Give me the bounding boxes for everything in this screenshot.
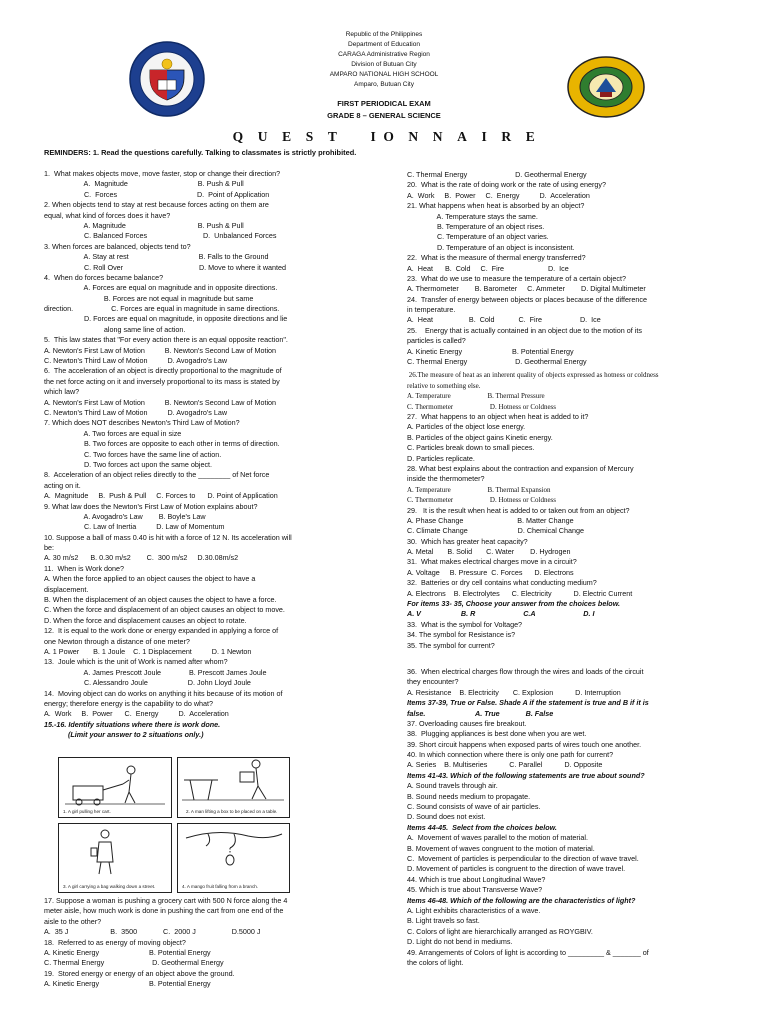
question-line: A. Two forces are equal in size xyxy=(44,428,182,438)
question-line: A. Forces are equal on magnitude and in opposite directions. xyxy=(44,283,278,293)
question-line: A. Kinetic Energy B. Potential Energy xyxy=(44,979,211,989)
question-line: C. Thermometer D. Hotness or Coldness xyxy=(407,496,556,505)
question-line: A. Series B. Multiseries C. Parallel D. Opposite xyxy=(407,760,603,770)
question-line: acting on it. xyxy=(44,480,81,490)
question-line: 27. What happens to an object when heat is added to it? xyxy=(407,411,589,421)
question-line: A. James Prescott Joule B. Prescott James Joule xyxy=(44,667,267,677)
instruction-line: Items 46-48. Which of the following are the characteristics of light? xyxy=(407,895,636,905)
header-line: Department of Education xyxy=(348,41,420,49)
question-line: A. 35 J B. 3500 C. 2000 J D.5000 J xyxy=(44,927,261,937)
question-line: C. Thermometer D. Hotness or Coldness xyxy=(407,402,556,411)
question-line: A. Magnitude B. Push & Pull xyxy=(44,220,244,230)
question-line: 30. Which has greater heat capacity? xyxy=(407,536,528,546)
question-line: D. Light do not bend in mediums. xyxy=(407,937,513,947)
left-column xyxy=(44,169,396,740)
figure-caption: 1. A girl pulling her cart. xyxy=(63,808,111,814)
question-line: A. Voltage B. Pressure C. Forces D. Electrons xyxy=(407,567,574,577)
question-line: 2. When objects tend to stay at rest because forces acting on them are xyxy=(44,200,269,210)
questionnaire-heading: Q U E S T I O N N A I R E xyxy=(232,129,536,144)
question-line: A. 30 m/s2 B. 0.30 m/s2 C. 300 m/s2 D.30.08m/s2 xyxy=(44,553,239,563)
question-line: 22. What is the measure of thermal energy transferred? xyxy=(407,253,586,263)
question-line: A. Kinetic Energy B. Potential Energy xyxy=(44,947,211,957)
question-line: 18. Referred to as energy of moving object? xyxy=(44,937,186,947)
question-line: D. Forces are equal on magnitude, in opposite directions and lie xyxy=(44,314,288,324)
question-line: A. Sound travels through air. xyxy=(407,781,498,791)
question-line: B. Particles of the object gains Kinetic energy. xyxy=(407,432,553,442)
question-line: C. Forces D. Point of Application xyxy=(44,189,270,199)
question-line: C. Thermal Energy D. Geothermal Energy xyxy=(407,170,587,179)
exam-title: FIRST PERIODICAL EXAM xyxy=(337,99,431,109)
instruction-line: Items 44-45. Select from the choices below. xyxy=(407,822,557,832)
question-line: the colors of light. xyxy=(407,957,464,967)
question-line: A. Light exhibits characteristics of a wave. xyxy=(407,905,541,915)
question-line: 20. What is the rate of doing work or the rate of using energy? xyxy=(407,180,606,190)
question-line: A. Magnitude B. Push & Pull C. Forces to D. Point of Application xyxy=(44,491,278,501)
question-line: in temperature. xyxy=(407,305,456,315)
question-line: A. Magnitude B. Push & Pull xyxy=(44,179,244,189)
figure-caption: 4. A mango fruit falling from a branch. xyxy=(182,883,259,889)
question-line: 4. When do forces became balance? xyxy=(44,272,164,282)
header-line: Republic of the Philippines xyxy=(345,31,423,38)
question-line: 19. Stored energy or energy of an object above the ground. xyxy=(44,968,235,978)
document-header xyxy=(0,30,768,122)
question-line: B. Temperature of an object rises. xyxy=(407,221,545,231)
figure-girl-carrying-bag xyxy=(58,823,172,893)
question-line: C. Particles break down to small pieces. xyxy=(407,443,535,453)
instruction-line: 15.-16. Identify situations where there is work done. xyxy=(44,719,221,729)
question-line: 35. The symbol for current? xyxy=(407,640,495,650)
question-line: 44. Which is true about Longitudinal Wave? xyxy=(407,874,546,884)
question-line: meter aisle, how much work is done in pushing the cart from one end of the xyxy=(44,906,284,916)
question-line: C. Movement of particles is perpendicular to the direction of wave travel. xyxy=(407,854,639,863)
question-line: B. Light travels so fast. xyxy=(407,916,480,926)
figure-caption: 3. A girl carrying a bag walking down a street. xyxy=(63,883,156,889)
question-line: D. Two forces act upon the same object. xyxy=(44,459,213,469)
question-line: A. Newton's First Law of Motion B. Newton's Second Law of Motion xyxy=(44,345,277,355)
question-line: C. Roll Over D. Move to where it wanted xyxy=(44,262,287,272)
question-line: A. 1 Power B. 1 Joule C. 1 Displacement D. 1 Newton xyxy=(44,646,252,656)
question-line: C. Two forces have the same line of action. xyxy=(44,449,222,459)
question-line: 17. Suppose a woman is pushing a grocery cart with 500 N force along the 4 xyxy=(44,896,288,905)
question-line: particles is called? xyxy=(407,336,466,346)
question-line: they encounter? xyxy=(407,677,459,687)
figure-man-lifting-box xyxy=(177,757,290,818)
question-line: A. Thermometer B. Barometer C. Ammeter D. Digital Multimeter xyxy=(407,284,646,294)
question-line: 14. Moving object can do works on anything it hits because of its motion of xyxy=(44,688,283,698)
question-line: C. Alessandro Joule D. John Lloyd Joule xyxy=(44,678,251,688)
question-line: C. Sound consists of wave of air particles. xyxy=(407,802,541,812)
question-line: be: xyxy=(44,543,54,553)
question-line: B. Movement of waves congruent to the motion of material. xyxy=(407,843,595,853)
question-line: 25. Energy that is actually contained in an object due to the motion of its xyxy=(407,325,642,335)
question-line: equal, what kind of forces does it have? xyxy=(44,210,171,220)
question-line: 37. Overloading causes fire breakout. xyxy=(407,718,527,728)
question-line: which law? xyxy=(44,387,80,397)
school-address: Amparo, Butuan City xyxy=(354,81,414,89)
question-line: 21. What happens when heat is absorbed by an object? xyxy=(407,201,585,211)
question-line: C. Newton's Third Law of Motion D. Avogadro's Law xyxy=(44,407,228,417)
question-line: one Newton through a distance of one meter? xyxy=(44,636,190,646)
question-line: C. Climate Change D. Chemical Change xyxy=(407,526,584,536)
question-line: B. Two forces are opposite to each other in terms of direction. xyxy=(44,439,280,449)
header-line: Division of Butuan City xyxy=(351,61,417,69)
question-line: 3. When forces are balanced, objects tend to? xyxy=(44,241,191,251)
question-line: 6. The acceleration of an object is directly proportional to the magnitude of xyxy=(44,366,282,376)
question-line: 23. What do we use to measure the temperature of a certain object? xyxy=(407,273,626,283)
question-line: energy; therefore energy is the capability to do what? xyxy=(44,698,214,708)
question-line: D. Temperature of an object is inconsistent. xyxy=(407,242,575,252)
header-line: CARAGA Administrative Region xyxy=(338,51,430,59)
question-line: A. Metal B. Solid C. Water D. Hydrogen xyxy=(407,547,571,557)
question-line: 38. Plugging appliances is best done when you are wet. xyxy=(407,729,587,739)
question-line: C. Colors of light are hierarchically arranged as ROYGBIV. xyxy=(407,926,593,936)
exam-subtitle: GRADE 8 – GENERAL SCIENCE xyxy=(327,111,441,121)
question-line: 11. When is Work done? xyxy=(44,563,125,573)
instruction-line: Items 41-43. Which of the following statements are true about sound? xyxy=(407,770,645,780)
question-line: 5. This law states that "For every action there is an equal opposite reaction". xyxy=(44,335,288,345)
question-line: 8. Acceleration of an object relies directly to the ________ of Net force xyxy=(44,470,270,480)
work-situation-figures xyxy=(58,757,321,891)
question-line: C. Balanced Forces D. Unbalanced Forces xyxy=(44,231,277,241)
question-line: 34. The symbol for Resistance is? xyxy=(407,630,516,640)
question-line: A. Avogadro's Law B. Boyle's Law xyxy=(44,511,206,521)
question-line: the net force acting on it and inversely proportional to its mass is stated by xyxy=(44,376,280,386)
question-line: along same line of action. xyxy=(44,324,186,334)
question-line: 33. What is the symbol for Voltage? xyxy=(407,619,523,629)
question-line: 12. It is equal to the work done or energy expanded in applying a force of xyxy=(44,626,279,636)
question-line: A. Particles of the object lose energy. xyxy=(407,422,526,432)
question-line: 49. Arrangements of Colors of light is according to _________ & _______ of xyxy=(407,947,649,957)
question-line: 31. What makes electrical charges move in a circuit? xyxy=(407,557,577,567)
question-line: D. Sound does not exist. xyxy=(407,812,486,822)
question-line: relative to something else. xyxy=(407,381,481,390)
left-column-bottom xyxy=(44,896,396,990)
question-line: A. Heat B. Cold C. Fire D. Ice xyxy=(407,263,569,273)
question-line: A. Stay at rest B. Falls to the Ground xyxy=(44,252,269,262)
question-line: direction. C. Forces are equal in magnitude in same directions. xyxy=(44,304,280,314)
question-line: A. Electrons B. Electrolytes C. Electricity D. Electric Current xyxy=(407,588,633,598)
question-line: 28. What best explains about the contraction and expansion of Mercury xyxy=(407,463,634,473)
question-line: 7. Which does NOT describes Newton's Third Law of Motion? xyxy=(44,418,240,428)
question-line: A. Temperature stays the same. xyxy=(407,211,538,221)
question-line: C. Thermal Energy D. Geothermal Energy xyxy=(407,357,587,367)
instruction-line: For items 33- 35, Choose your answer from the choices below. xyxy=(407,599,621,609)
question-line: D. When the force and displacement causes an object to rotate. xyxy=(44,615,247,625)
question-line: A. Movement of waves parallel to the motion of material. xyxy=(407,833,588,843)
question-line: D. Particles replicate. xyxy=(407,453,475,463)
question-line: A. Kinetic Energy B. Potential Energy xyxy=(407,346,574,356)
question-line: displacement. xyxy=(44,584,89,594)
question-line: A. Newton's First Law of Motion B. Newton's Second Law of Motion xyxy=(44,397,277,407)
instruction-line: false. A. True B. False xyxy=(407,708,554,718)
question-line: A. Temperature B. Thermal Expansion xyxy=(407,485,551,494)
reminders: REMINDERS: 1. Read the questions carefully. Talking to classmates is strictly prohibited. xyxy=(44,148,357,157)
question-line: C. Thermal Energy D. Geothermal Energy xyxy=(44,958,224,968)
instruction-line: A. V B. R C.A D. I xyxy=(407,609,595,619)
question-line: 26.The measure of heat as an inherent quality of objects expressed as hotness or coldness xyxy=(407,371,659,380)
right-column xyxy=(407,170,725,968)
question-line: A. Temperature B. Thermal Pressure xyxy=(407,392,545,401)
question-line: 1. What makes objects move, move faster, stop or change their direction? xyxy=(44,169,281,178)
question-line: aisle to the other? xyxy=(44,916,102,926)
question-line: A. Work B. Power C. Energy D. Acceleration xyxy=(44,709,229,719)
question-line: 45. Which is true about Transverse Wave? xyxy=(407,885,543,895)
question-line: A. Heat B. Cold C. Fire D. Ice xyxy=(407,315,601,325)
question-line: 32. Batteries or dry cell contains what conducting medium? xyxy=(407,578,597,588)
figure-mango-falling xyxy=(177,823,290,893)
question-line: C. Temperature of an object varies. xyxy=(407,232,549,242)
question-line: B. When the displacement of an object causes the object to have a force. xyxy=(44,595,277,605)
question-line: C. When the force and displacement of an object causes an object to move. xyxy=(44,605,285,615)
question-line: inside the thermometer? xyxy=(407,474,485,484)
question-line: 40. In which connection where there is only one path for current? xyxy=(407,750,614,760)
question-line: 29. It is the result when heat is added to or taken out from an object? xyxy=(407,505,630,515)
instruction-line: (Limit your answer to 2 situations only.) xyxy=(44,730,204,740)
figure-caption: 2. A man lifting a box to be placed on a table. xyxy=(186,808,278,814)
question-line: 9. What law does the Newton's First Law of Motion explains about? xyxy=(44,501,258,511)
question-line: B. Sound needs medium to propagate. xyxy=(407,791,531,801)
question-line: 10. Suppose a ball of mass 0.40 is hit with a force of 12 N. Its acceleration will xyxy=(44,532,292,542)
question-line: 36. When electrical charges flow through the wires and loads of the circuit xyxy=(407,666,644,676)
question-line: A. When the force applied to an object causes the object to have a xyxy=(44,574,256,584)
question-line: A. Phase Change B. Matter Change xyxy=(407,515,574,525)
question-line: B. Forces are not equal in magnitude but same xyxy=(44,293,254,303)
question-line: 24. Transfer of energy between objects or places because of the difference xyxy=(407,294,647,304)
figure-girl-pulling-cart xyxy=(58,757,172,818)
question-line: 39. Short circuit happens when exposed parts of wires touch one another. xyxy=(407,739,642,749)
question-line: C. Newton's Third Law of Motion D. Avogadro's Law xyxy=(44,356,228,366)
question-line: A. Work B. Power C. Energy D. Acceleration xyxy=(407,190,590,200)
question-line: 13. Joule which is the unit of Work is named after whom? xyxy=(44,657,228,667)
school-name: AMPARO NATIONAL HIGH SCHOOL xyxy=(329,71,439,79)
question-line: D. Movement of particles is congruent to the direction of wave travel. xyxy=(407,864,626,874)
question-line: A. Resistance B. Electricity C. Explosion D. Interruption xyxy=(407,687,621,697)
question-line: C. Law of Inertia D. Law of Momentum xyxy=(44,522,225,532)
instruction-line: Items 37-39, True or False. Shade A if the statement is true and B if it is xyxy=(407,698,649,708)
